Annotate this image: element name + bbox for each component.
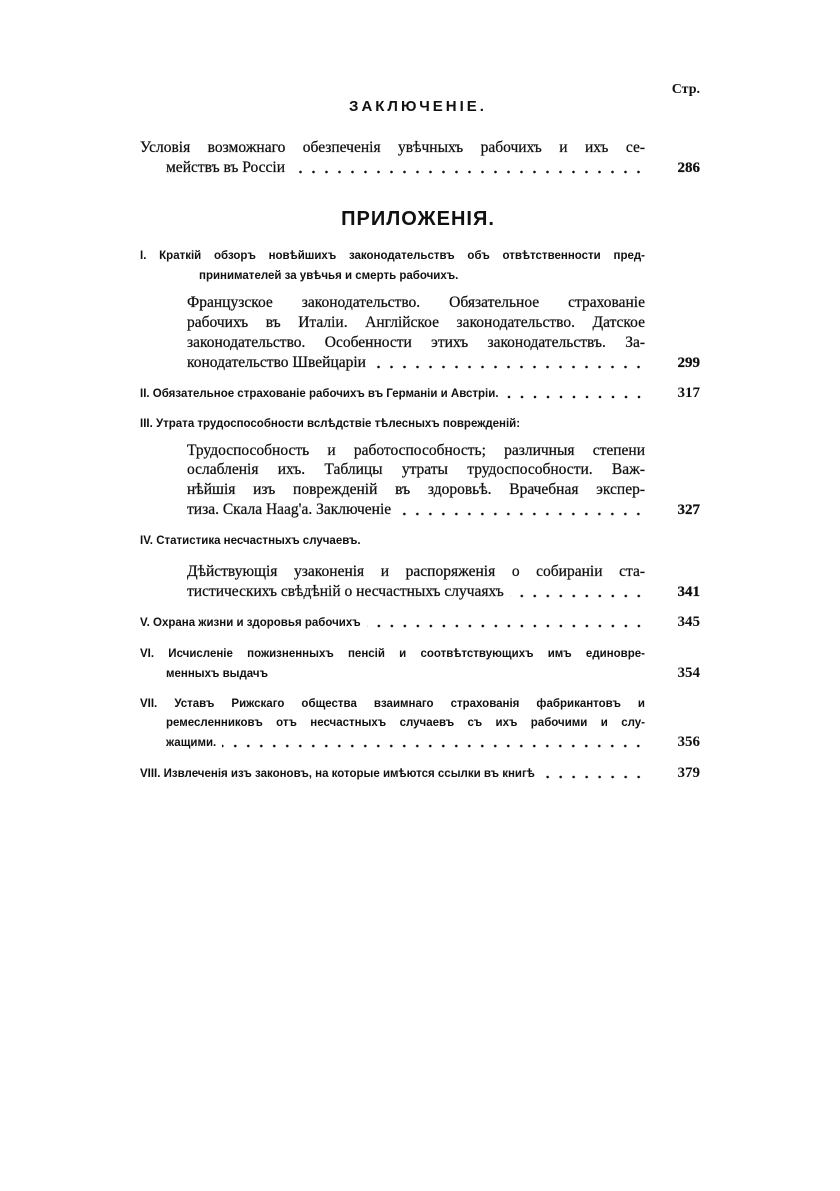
toc-entry-text: тистическихъ свѣдѣній о несчастныхъ случаяхъ — [187, 583, 504, 600]
appendix-title-line: IV. Статистика несчастныхъ случаевъ. — [140, 535, 361, 547]
appendix-subentry-line — [187, 353, 700, 373]
toc-entry-text: конодательство Швейцаріи — [187, 354, 366, 371]
appendix-title-line: ремесленниковъ отъ несчастныхъ случаевъ съ ихъ рабочими и слу- — [166, 717, 645, 729]
toc-entry-text: жащими. — [166, 737, 217, 749]
page-number: 299 — [677, 355, 700, 371]
leader-gap — [274, 663, 645, 683]
appendix-subentry-line: рабочихъ въ Италіи. Англійское законодательство. Датское — [187, 314, 645, 331]
page-number: 354 — [677, 665, 700, 681]
appendix-title-line: VII. Уставъ Рижскаго общества взаимнаго страхованія фабрикантовъ и — [140, 698, 645, 710]
toc-entry-text: тиза. Скала Haag'a. Заключеніе — [187, 501, 392, 518]
appendix-subentry-line: ослабленія ихъ. Таблицы утраты трудоспособности. Важ- — [187, 461, 645, 478]
appendix-title-line: I. Краткій обзоръ новѣйшихъ законодательствъ объ отвѣтственности пред- — [140, 250, 645, 262]
appendix-subentry-line: Дѣйствующія узаконенія и распоряженія о собираніи ста- — [187, 563, 645, 580]
appendix-subentry-line — [187, 500, 700, 520]
appendix-subentry-line: Трудоспособность и работоспособность; различныя степени — [187, 442, 645, 459]
dot-leader — [397, 500, 645, 520]
page-number: 341 — [677, 584, 700, 600]
toc-entry-line: Условія возможнаго обезпеченія увѣчныхъ рабочихъ и ихъ се- — [140, 139, 645, 156]
appendix-title-line: принимателей за увѣчья и смерть рабочихъ. — [199, 270, 459, 282]
toc-entry-text: менныхъ выдачъ — [166, 668, 268, 680]
page-number: 345 — [677, 614, 700, 630]
appendix-title-line — [140, 763, 700, 783]
appendix-subentry-line: нѣйшія изъ поврежденій въ здоровьѣ. Врачебная экспер- — [187, 481, 645, 498]
conclusion-heading: ЗАКЛЮЧЕНІЕ. — [349, 98, 487, 115]
appendix-title-line — [166, 663, 700, 683]
toc-entry-line — [166, 158, 700, 178]
page-number: 379 — [677, 765, 700, 781]
page-number: 327 — [677, 502, 700, 518]
dot-leader — [505, 383, 645, 403]
dot-leader — [372, 353, 645, 373]
dot-leader — [510, 582, 645, 602]
page-number: 317 — [677, 385, 700, 401]
appendix-subentry-line — [187, 582, 700, 602]
appendix-title-line: III. Утрата трудоспособности вслѣдствіе тѣлесныхъ поврежденій: — [140, 418, 521, 430]
page-number: 356 — [677, 734, 700, 750]
appendix-title-line — [140, 383, 700, 403]
toc-entry-text: VIII. Извлеченія изъ законовъ, на которые имѣются ссылки въ книгѣ — [140, 768, 535, 780]
appendix-title-line — [140, 612, 700, 632]
appendices-heading: ПРИЛОЖЕНІЯ. — [341, 208, 495, 230]
appendix-subentry-line: законодательство. Особенности этихъ законодательствъ. За- — [187, 334, 645, 351]
dot-leader — [367, 612, 645, 632]
dot-leader — [541, 763, 645, 783]
toc-entry-text: V. Охрана жизни и здоровья рабочихъ — [140, 617, 361, 629]
dot-leader — [291, 158, 645, 178]
appendix-title-line: VI. Исчисленіе пожизненныхъ пенсій и соотвѣтствующихъ имъ единовре- — [140, 648, 645, 660]
page-number: 286 — [677, 160, 700, 176]
page-column-label: Стр. — [671, 82, 700, 97]
toc-entry-text: II. Обязательное страхованіе рабочихъ въ Германіи и Австріи. — [140, 388, 499, 400]
appendix-title-line — [166, 732, 700, 752]
appendix-subentry-line: Французское законодательство. Обязательное страхованіе — [187, 294, 645, 311]
toc-entry-text: мействъ въ Россіи — [166, 159, 286, 176]
dot-leader — [222, 732, 645, 752]
